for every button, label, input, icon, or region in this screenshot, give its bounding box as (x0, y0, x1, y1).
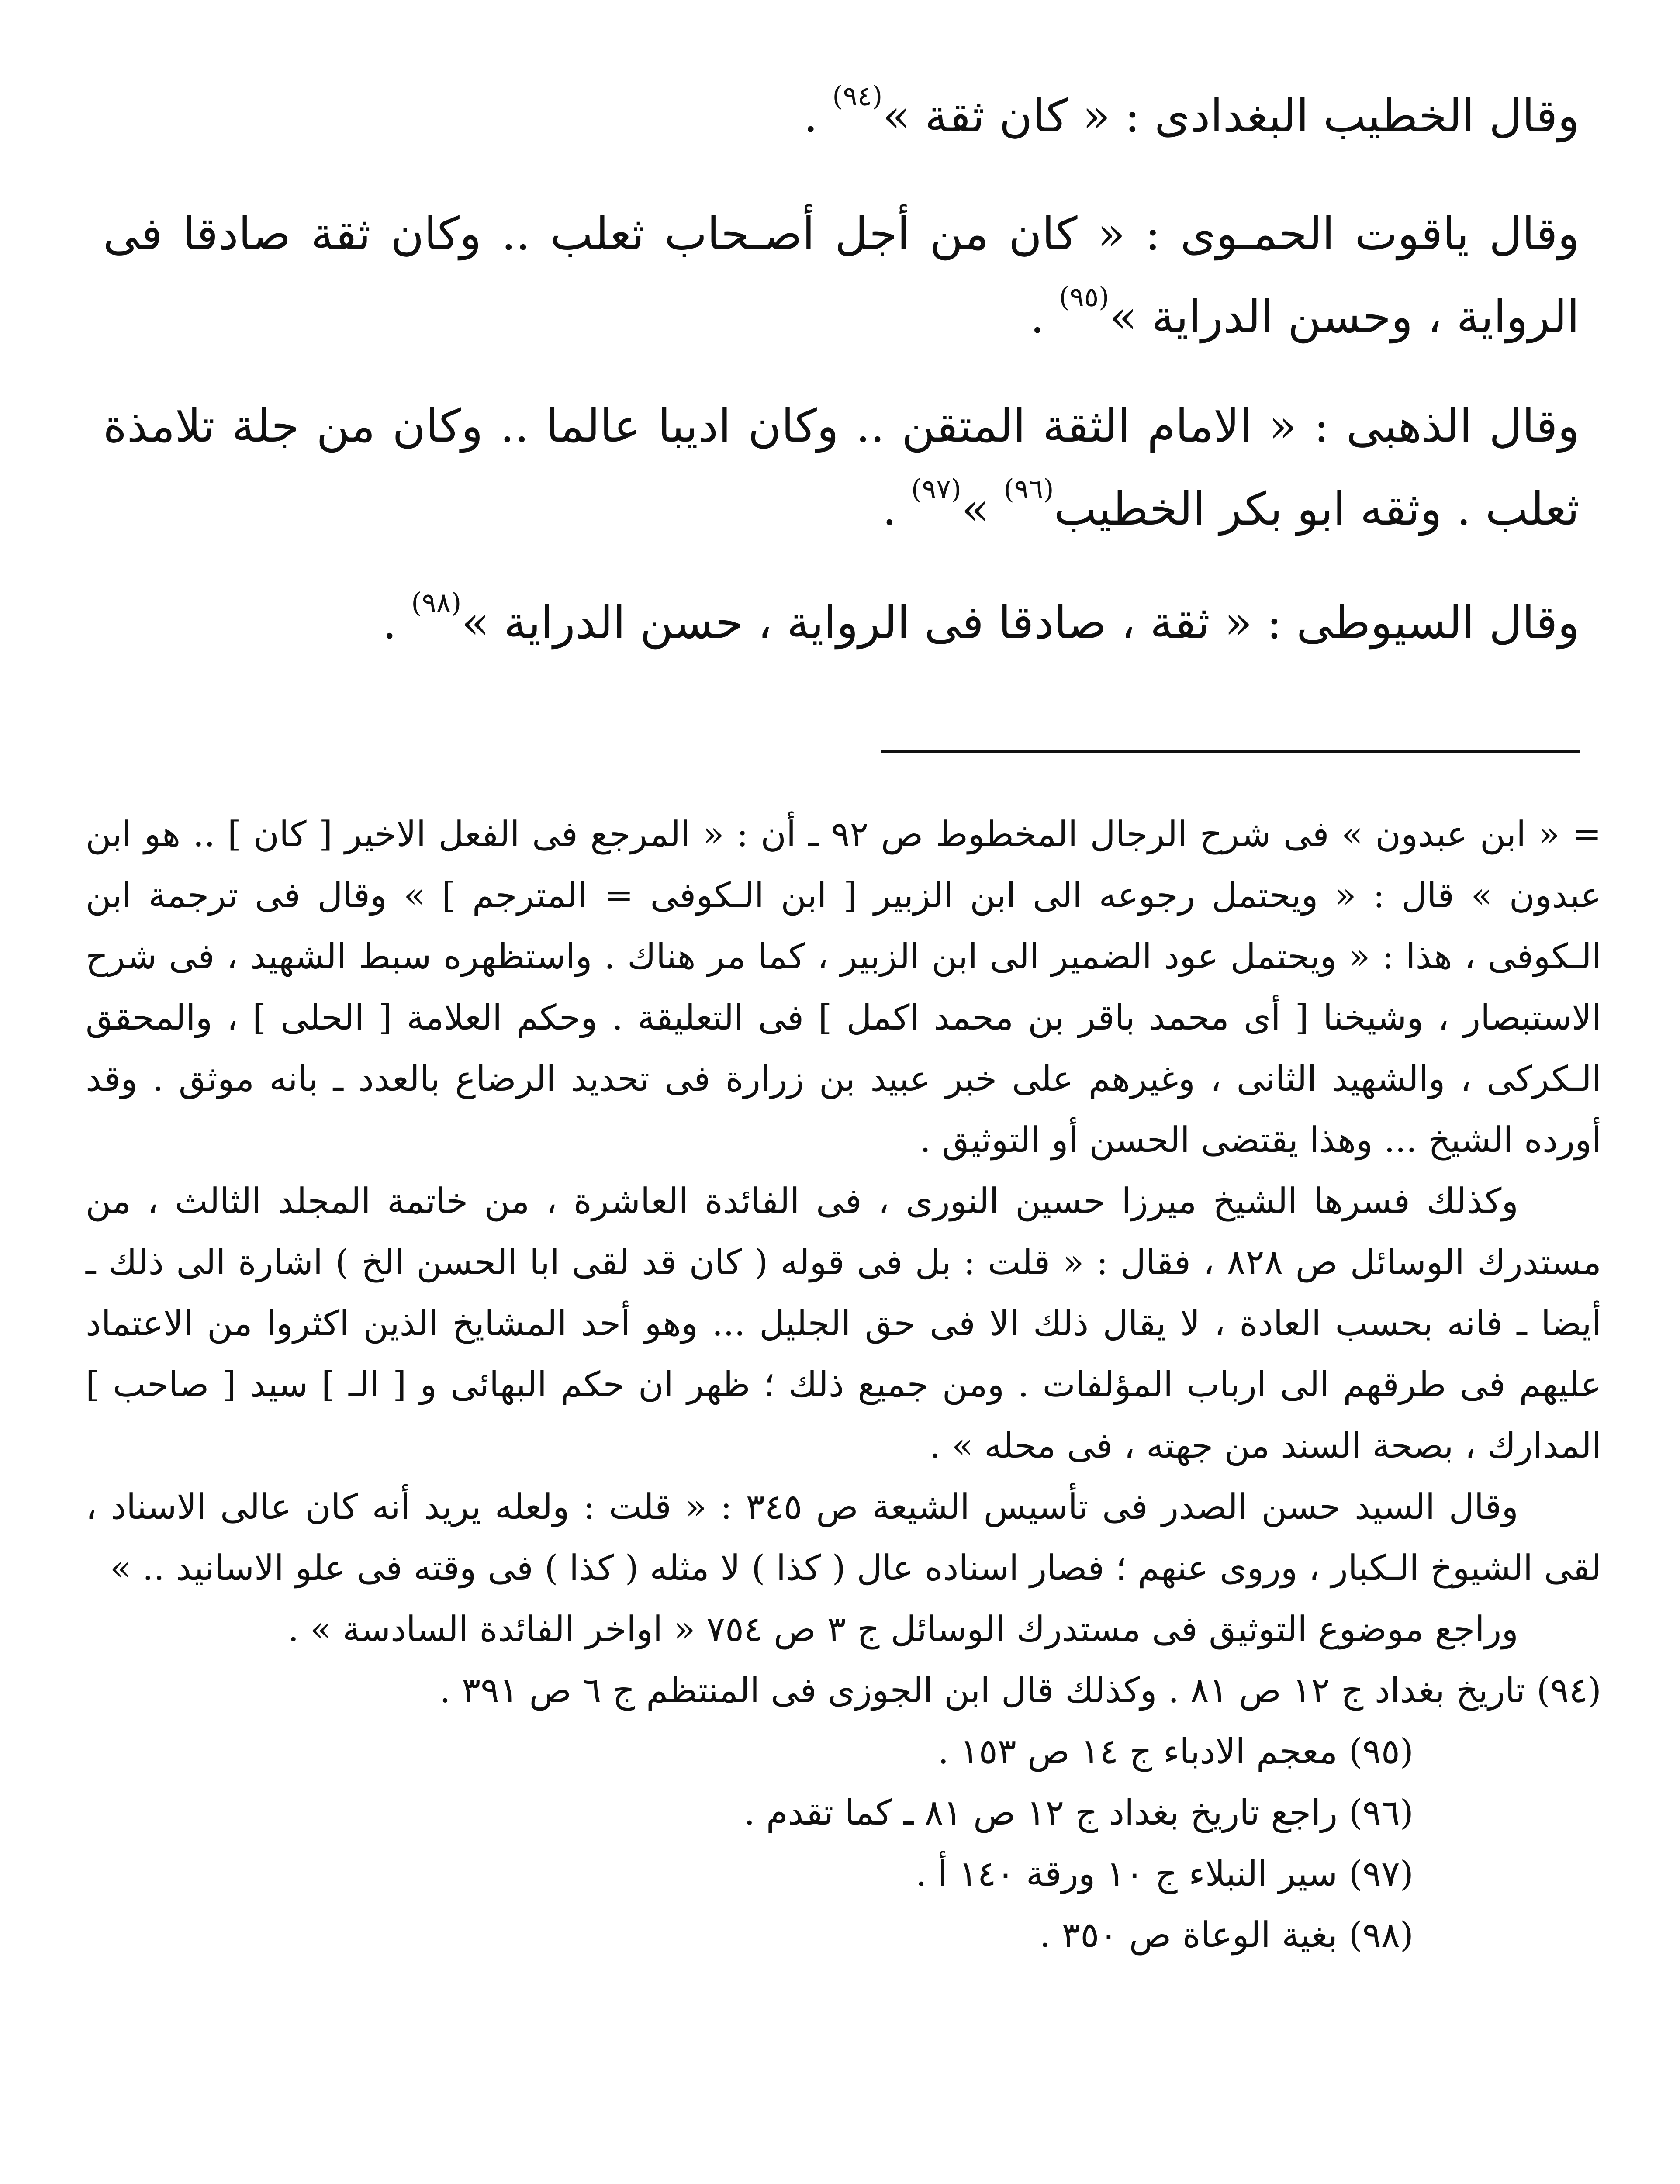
paragraph-end: . (882, 482, 911, 536)
paragraph-text: وقال الذهبى : « الامام الثقة المتقن .. وكان اديبا عالما .. وكان من جلة تلامذة ثعلب . وثقه ابو بكر الخطيب (103, 399, 1580, 536)
footnote-marker: (٩٦) (1003, 473, 1054, 505)
note-paragraph: وكذلك فسرها الشيخ ميرزا حسين النورى ، فى الفائدة العاشرة ، من خاتمة المجلد الثالث ، من مستدرك الوسائل ص ٨٢٨ ، فقال : « قلت : بل فى قوله ( كان قد لقى ابا الحسن الخ ) اشارة الى ذلك ـ أيضا ـ فانه بحسب العادة ، لا يقال ذلك الا فى حق الجليل ... وهو أحد المشايخ الذين اكثروا من الاعتماد عليهم فى طرقهم الى ارباب المؤلفات . ومن جميع ذلك ؛ ظهر ان حكم البهائى و [ الـ ] سيد [ صاحب ] المدارك ، بصحة السند من جهته ، فى محله » . (86, 1181, 1602, 1466)
paragraph-text: وقال الخطيب البغدادى : « كان ثقة » (882, 89, 1580, 142)
footnote-marker: (٩٤) (832, 80, 883, 112)
footnote-marker: (٩٨) (411, 587, 462, 619)
footnote-text: معجم الادباء ج ١٤ ص ١٥٣ . (937, 1731, 1338, 1772)
footnote-text: راجع تاريخ بغداد ج ١٢ ص ٨١ ـ كما تقدم . (744, 1792, 1338, 1833)
main-paragraph (103, 384, 1580, 550)
footnote-text: بغية الوعاة ص ٣٥٠ . (1039, 1914, 1338, 1955)
main-paragraph (103, 74, 1580, 157)
paragraph-end: . (1030, 290, 1059, 343)
paragraph-end: . (382, 596, 411, 649)
main-paragraph (103, 192, 1580, 358)
footnote-number: (٩٧) (1348, 1853, 1414, 1894)
footnote-item (86, 1904, 1601, 1966)
paragraph-end: . (803, 89, 833, 142)
footnote-item (86, 1843, 1601, 1904)
main-paragraph (103, 581, 1580, 664)
footnote-number: (٩٥) (1348, 1731, 1414, 1772)
footnote-number: (٩٤) (1536, 1670, 1601, 1711)
footnote-item (86, 1721, 1601, 1782)
note-paragraph: وقال السيد حسن الصدر فى تأسيس الشيعة ص ٣٤٥ : « قلت : ولعله يريد أنه كان عالى الاسناد ، لقى الشيوخ الـكبار ، وروى عنهم ؛ فصار اسناده عال ( كذا ) لا مثله ( كذا ) فى وقته فى علو الاسانيد .. » (86, 1486, 1601, 1588)
footnote-marker: (٩٥) (1059, 281, 1110, 313)
footnote-text: تاريخ بغداد ج ١٢ ص ٨١ . وكذلك قال ابن الجوزى فى المنتظم ج ٦ ص ٣٩١ . (439, 1670, 1526, 1711)
paragraph-text: وقال ياقوت الحمـوى : « كان من أجل أصـحاب ثعلب .. وكان ثقة صادقا فى الرواية ، وحسن الدراية » (103, 207, 1580, 343)
footnote-marker: (٩٧) (911, 473, 961, 505)
footnote-item (86, 1782, 1601, 1843)
footnotes-section (86, 804, 1601, 1966)
footnote-text: سير النبلاء ج ١٠ ورقة ١٤٠ أ . (916, 1853, 1338, 1894)
note-continuation: = « ابن عبدون » فى شرح الرجال المخطوط ص ٩٢ ـ أن : « المرجع فى الفعل الاخير [ كان ] .. هو ابن عبدون » قال : « ويحتمل رجوعه الى ابن الزبير [ ابن الـكوفى = المترجم ] » وقال فى ترجمة ابن الـكوفى ، هذا : « ويحتمل عود الضمير الى ابن الزبير ، كما مر هناك . واستظهره سبط الشهيد ، فى شرح الاستبصار ، وشيخنا [ أى محمد باقر بن محمد اكمل ] فى التعليقة . وحكم العلامة [ الحلى ] ، والمحقق الـكركى ، والشهيد الثانى ، وغيرهم على خبر عبيد بن زرارة فى تحديد الرضاع بالعدد ـ بانه موثق . وقد أورده الشيخ ... وهذا يقتضى الحسن أو التوثيق . (86, 814, 1602, 1160)
footnote-item (86, 1660, 1601, 1721)
footnote-separator (881, 750, 1580, 753)
note-paragraph: وراجع موضوع التوثيق فى مستدرك الوسائل ج ٣ ص ٧٥٤ « اواخر الفائدة السادسة » . (287, 1609, 1518, 1649)
paragraph-text: وقال السيوطى : « ثقة ، صادقا فى الرواية ، حسن الدراية » (461, 596, 1580, 649)
paragraph-text: » (961, 482, 1004, 536)
footnote-number: (٩٨) (1348, 1914, 1414, 1955)
footnote-number: (٩٦) (1348, 1792, 1414, 1833)
